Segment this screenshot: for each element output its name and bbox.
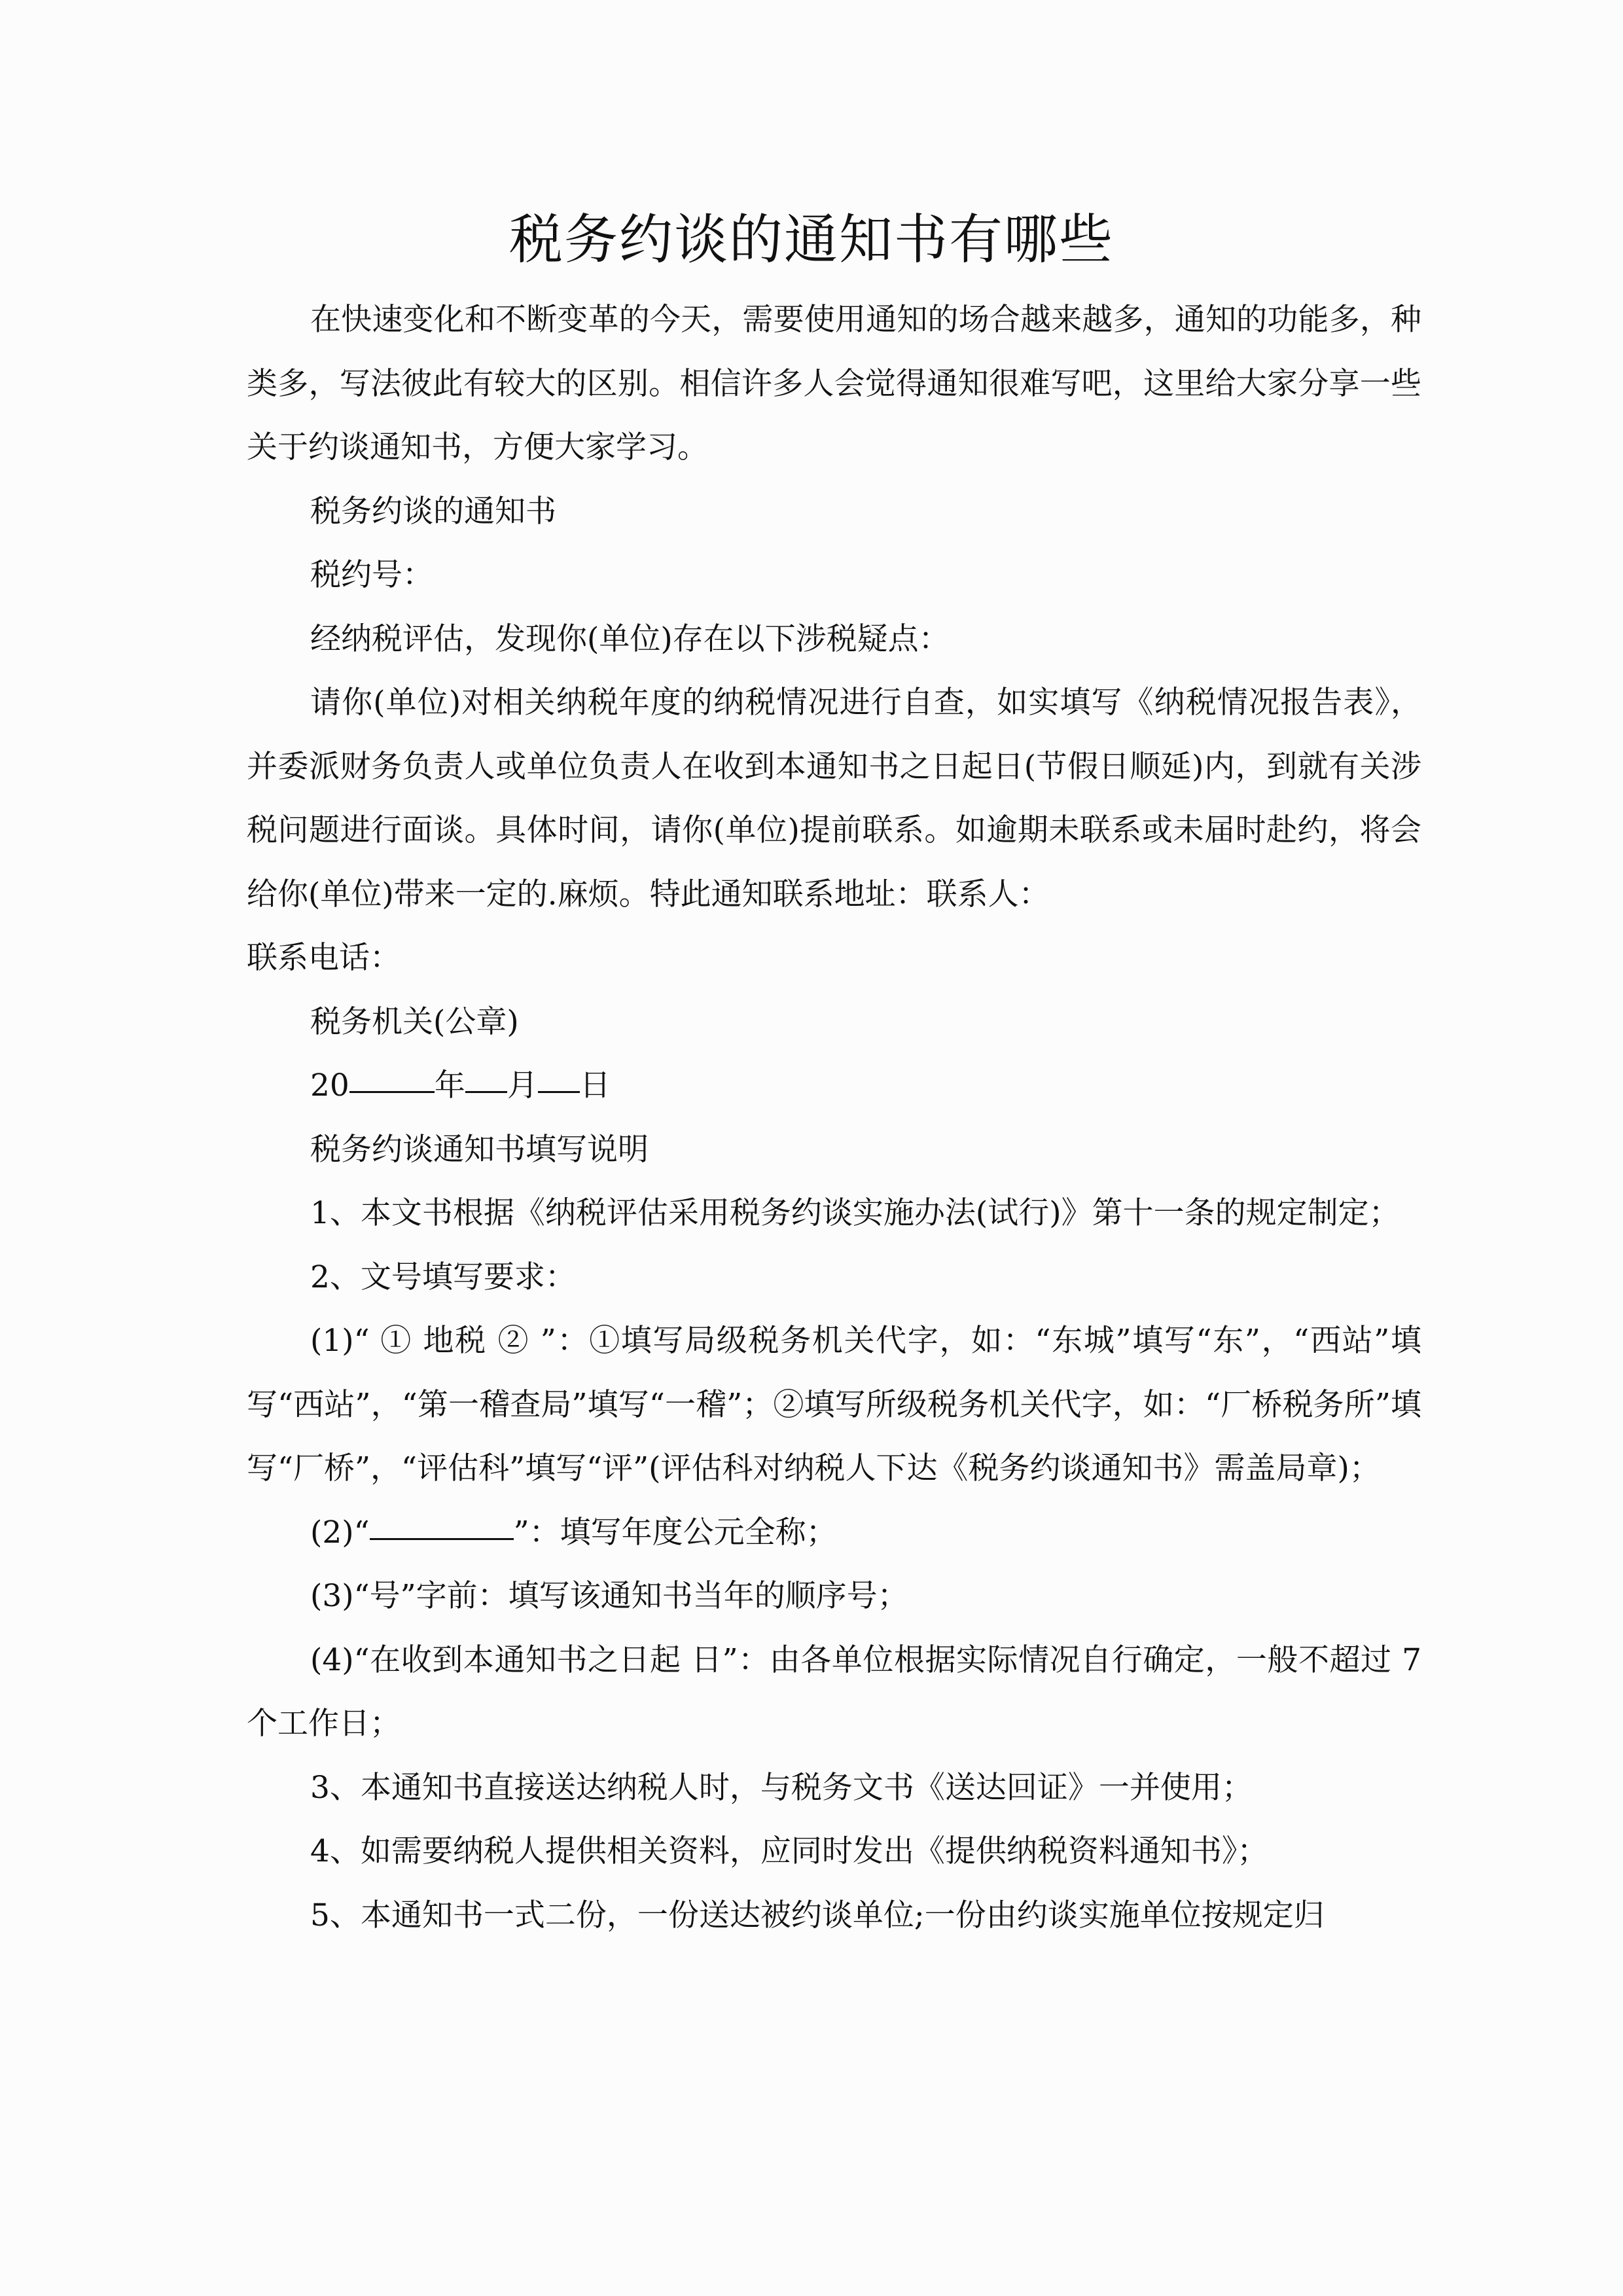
notice-authority: 税务机关(公章) xyxy=(310,1003,519,1040)
document-title: 税务约谈的通知书有哪些 xyxy=(508,209,1114,271)
instruction-item-3: 3、本通知书直接送达纳税人时，与税务文书《送达回证》一并使用； xyxy=(310,1769,1253,1806)
instruction-sub-3: (3)“号”字前：填写该通知书当年的顺序号； xyxy=(310,1578,908,1614)
year-full-blank xyxy=(370,1507,514,1540)
instructions-heading: 税务约谈通知书填写说明 xyxy=(310,1131,649,1168)
year-blank xyxy=(349,1060,435,1093)
instruction-sub-1: (1)“ ① 地税 ② ”：①填写局级税务机关代字，如：“东城”填写“东”，“西站”填写“西站”，“第一稽查局”填写“一稽”；②填写所级税务机关代字，如：“厂桥税务所”填写“厂桥”，“评估科”填写“评”(评估科对纳税人下达《税务约谈通知书》需盖局章)； xyxy=(247,1323,1421,1486)
day-blank xyxy=(538,1060,580,1093)
instruction-sub-2 xyxy=(247,1501,1421,1565)
intro-paragraph: 在快速变化和不断变革的今天，需要使用通知的场合越来越多，通知的功能多，种类多，写法彼此有较大的区别。相信许多人会觉得通知很难写吧，这里给大家分享一些关于约谈通知书，方便大家学习。 xyxy=(247,302,1421,465)
date-prefix: 20 xyxy=(310,1067,349,1103)
month-blank xyxy=(465,1060,507,1093)
date-day-label: 日 xyxy=(579,1067,611,1103)
instruction-item-1: 1、本文书根据《纳税评估采用税务约谈实施办法(试行)》第十一条的规定制定； xyxy=(310,1195,1400,1231)
notice-finding: 经纳税评估，发现你(单位)存在以下涉税疑点： xyxy=(310,620,950,657)
notice-date-line xyxy=(247,1054,1421,1118)
instruction-item-5: 5、本通知书一式二份，一份送达被约谈单位;一份由约谈实施单位按规定归 xyxy=(310,1897,1325,1933)
instruction-item-4: 4、如需要纳税人提供相关资料，应同时发出《提供纳税资料通知书》； xyxy=(310,1833,1268,1869)
date-month-label: 月 xyxy=(507,1067,538,1103)
document-body xyxy=(247,288,1421,1947)
instruction-sub-4: (4)“在收到本通知书之日起 日”：由各单位根据实际情况自行确定，一般不超过 7 个工作日； xyxy=(247,1641,1421,1742)
notice-phone-label: 联系电话： xyxy=(247,940,401,976)
notice-request: 请你(单位)对相关纳税年度的纳税情况进行自查，如实填写《纳税情况报告表》，并委派财务负责人或单位负责人在收到本通知书之日起日(节假日顺延)内，到就有关涉税问题进行面谈。具体时间，请你(单位)提前联系。如逾期未联系或未届时赴约，将会给你(单位)带来一定的.麻烦。特此通知联系地址：联系人： xyxy=(247,685,1421,912)
notice-heading: 税务约谈的通知书 xyxy=(310,493,556,529)
sub2-prefix: (2)“ xyxy=(310,1514,370,1551)
date-year-label: 年 xyxy=(434,1067,465,1103)
sub2-suffix: ”：填写年度公元全称； xyxy=(513,1514,837,1551)
notice-number-label: 税约号： xyxy=(310,557,433,593)
instruction-item-2: 2、文号填写要求： xyxy=(310,1259,576,1295)
